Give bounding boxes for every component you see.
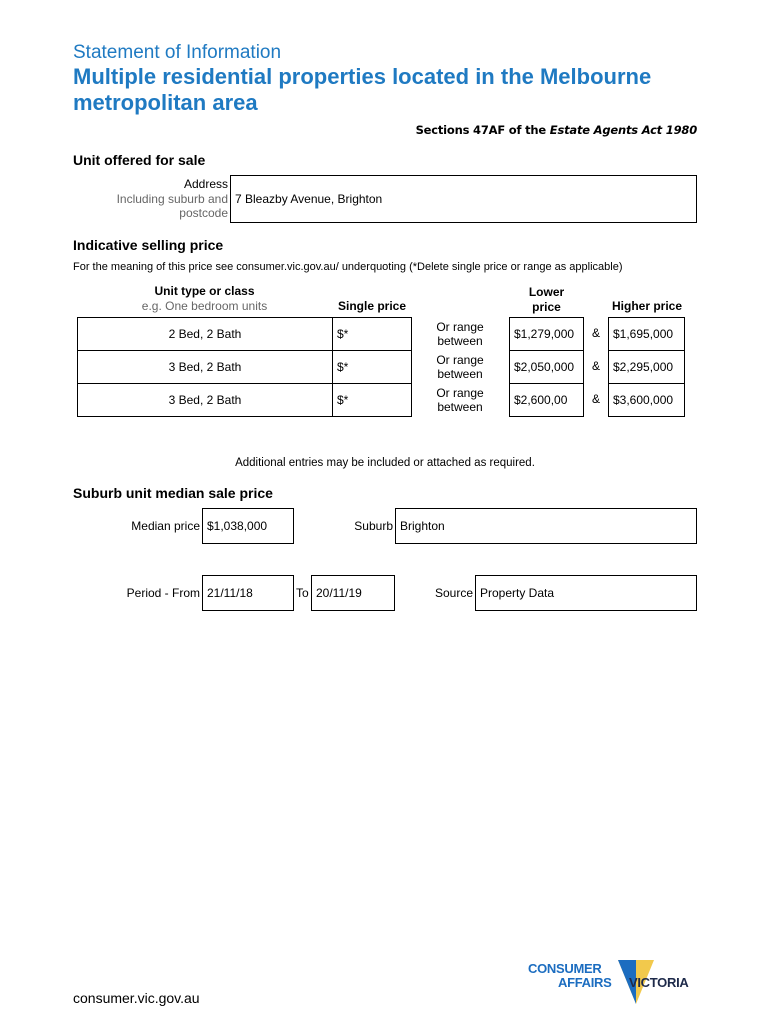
median-price-label: Median price: [131, 519, 200, 533]
single-price-field[interactable]: $*: [332, 383, 412, 417]
sections-prefix: Sections 47AF of the: [415, 123, 550, 137]
additional-entries-note: Additional entries may be included or attached as required.: [235, 457, 535, 469]
ampersand: &: [591, 392, 600, 406]
address-field[interactable]: 7 Bleazby Avenue, Brighton: [230, 175, 697, 223]
logo-line-consumer: CONSUMER: [528, 961, 602, 976]
range-label-line2: between: [437, 334, 483, 348]
unit-type-field[interactable]: 3 Bed, 2 Bath: [77, 350, 333, 384]
range-label: [420, 353, 500, 381]
act-name: Estate Agents Act 1980: [549, 123, 697, 137]
col-unit-type: Unit type or class: [154, 284, 255, 298]
consumer-affairs-logo: [528, 958, 708, 1008]
indicative-heading: Indicative selling price: [73, 237, 224, 253]
range-label-line1: Or range: [436, 320, 484, 334]
period-to-label: To: [296, 586, 309, 600]
range-label: [420, 320, 500, 348]
source-field[interactable]: Property Data: [475, 575, 697, 611]
unit-type-field[interactable]: 3 Bed, 2 Bath: [77, 383, 333, 417]
logo-line-victoria: VICTORIA: [629, 975, 689, 990]
range-label-line1: Or range: [436, 386, 484, 400]
document-title: Multiple residential properties located in the Melbourne metropolitan area: [73, 64, 652, 115]
range-label-line1: Or range: [436, 353, 484, 367]
higher-price-field[interactable]: $2,295,000: [608, 350, 685, 384]
col-unit-example: e.g. One bedroom units: [141, 299, 268, 313]
unit-offered-heading: Unit offered for sale: [73, 152, 206, 168]
footer-url[interactable]: consumer.vic.gov.au: [73, 990, 200, 1006]
col-lower-line2: price: [532, 300, 561, 314]
range-label: [420, 386, 500, 414]
period-from-field[interactable]: 21/11/18: [202, 575, 294, 611]
lower-price-field[interactable]: $2,600,00: [509, 383, 584, 417]
logo-line-affairs: AFFAIRS: [558, 975, 612, 990]
address-label-line2: Including suburb and: [116, 191, 228, 206]
address-label: [100, 177, 228, 221]
sections-reference: [416, 123, 697, 137]
col-lower-price: [509, 285, 584, 315]
higher-price-field[interactable]: $1,695,000: [608, 317, 685, 351]
lower-price-field[interactable]: $2,050,000: [509, 350, 584, 384]
median-heading: Suburb unit median sale price: [73, 485, 273, 501]
document-subtitle: Statement of Information: [73, 42, 282, 63]
col-single-price: Single price: [337, 299, 407, 313]
period-to-field[interactable]: 20/11/19: [311, 575, 395, 611]
address-label-line1: Address: [183, 177, 228, 191]
range-label-line2: between: [437, 367, 483, 381]
col-lower-line1: Lower: [528, 285, 565, 299]
ampersand: &: [591, 326, 600, 340]
indicative-note: For the meaning of this price see consumer.vic.gov.au/ underquoting (*Delete single price or range as applicable): [73, 261, 623, 273]
single-price-field[interactable]: $*: [332, 350, 412, 384]
higher-price-field[interactable]: $3,600,000: [608, 383, 685, 417]
period-from-label: Period - From: [126, 586, 200, 600]
ampersand: &: [591, 359, 600, 373]
address-label-line3: postcode: [179, 206, 228, 220]
suburb-label: Suburb: [354, 519, 393, 533]
suburb-field[interactable]: Brighton: [395, 508, 697, 544]
unit-type-field[interactable]: 2 Bed, 2 Bath: [77, 317, 333, 351]
col-higher-price: Higher price: [611, 299, 683, 313]
median-price-field[interactable]: $1,038,000: [202, 508, 294, 544]
lower-price-field[interactable]: $1,279,000: [509, 317, 584, 351]
single-price-field[interactable]: $*: [332, 317, 412, 351]
source-label: Source: [434, 586, 473, 600]
range-label-line2: between: [437, 400, 483, 414]
